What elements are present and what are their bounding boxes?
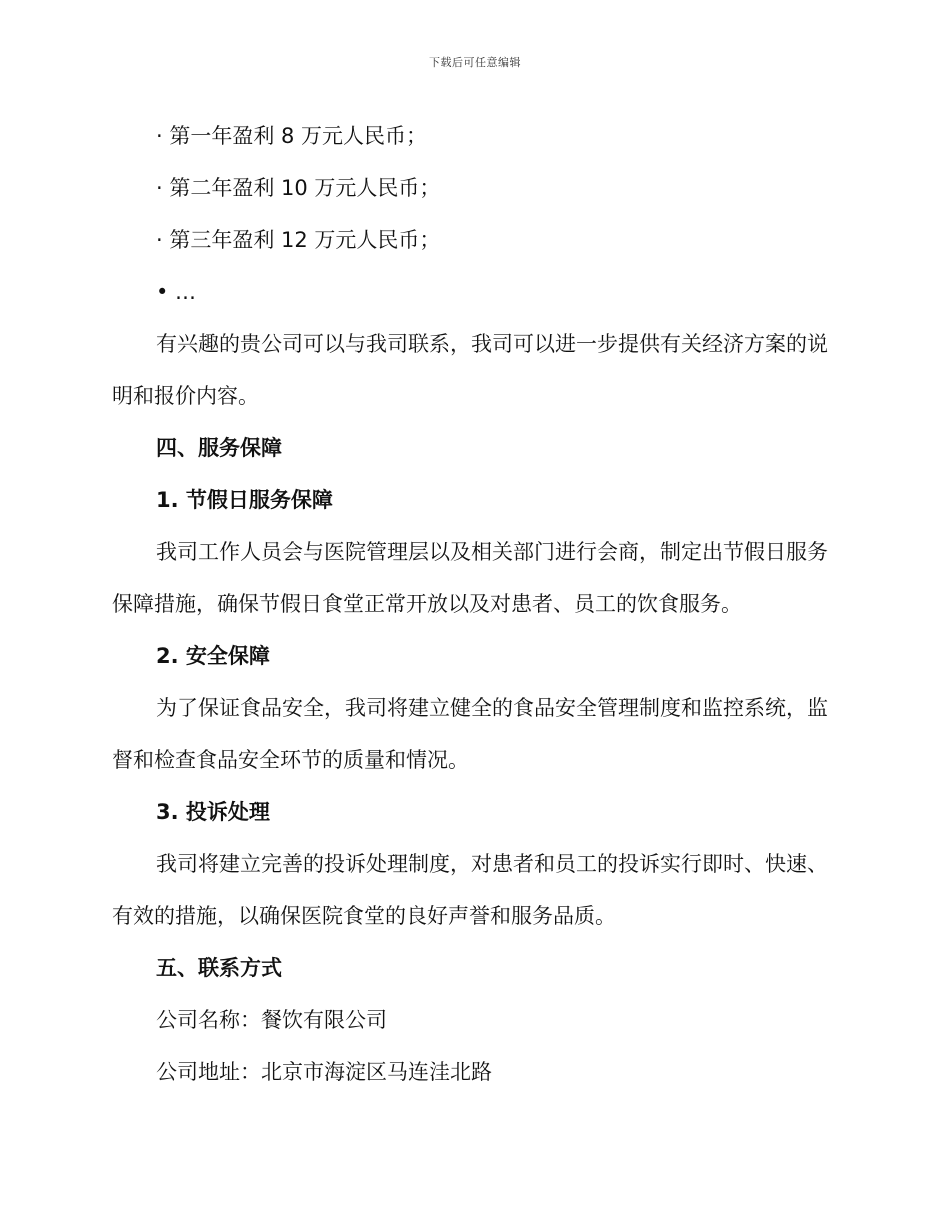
section5-title: 五、联系方式 xyxy=(156,956,282,980)
contact-invitation-paragraph: 有兴趣的贵公司可以与我司联系，我司可以进一步提供有关经济方案的说明和报价内容。 xyxy=(112,332,828,408)
complaint-paragraph: 我司将建立完善的投诉处理制度，对患者和员工的投诉实行即时、快速、有效的措施，以确保医院食堂的良好声誉和服务品质。 xyxy=(112,852,828,928)
safety-heading: 2. 安全保障 xyxy=(156,644,270,668)
holiday-service-paragraph: 我司工作人员会与医院管理层以及相关部门进行会商，制定出节假日服务保障措施，确保节假日食堂正常开放以及对患者、员工的饮食服务。 xyxy=(112,540,828,616)
holiday-service-heading: 1. 节假日服务保障 xyxy=(156,488,333,512)
bullet-item-ellipsis: • … xyxy=(156,280,197,304)
bullet-item-year1: · 第一年盈利 8 万元人民币； xyxy=(156,124,428,148)
page-header: 下载后可任意编辑 xyxy=(429,56,521,69)
bullet-item-year3: · 第三年盈利 12 万元人民币； xyxy=(156,228,441,252)
company-address: 公司地址：北京市海淀区马连洼北路 xyxy=(156,1060,492,1084)
document-body xyxy=(112,110,834,1098)
section4-title: 四、服务保障 xyxy=(156,436,282,460)
complaint-heading: 3. 投诉处理 xyxy=(156,800,270,824)
safety-paragraph: 为了保证食品安全，我司将建立健全的食品安全管理制度和监控系统，监督和检查食品安全环节的质量和情况。 xyxy=(112,696,828,772)
company-name: 公司名称：餐饮有限公司 xyxy=(156,1008,387,1032)
bullet-item-year2: · 第二年盈利 10 万元人民币； xyxy=(156,176,441,200)
